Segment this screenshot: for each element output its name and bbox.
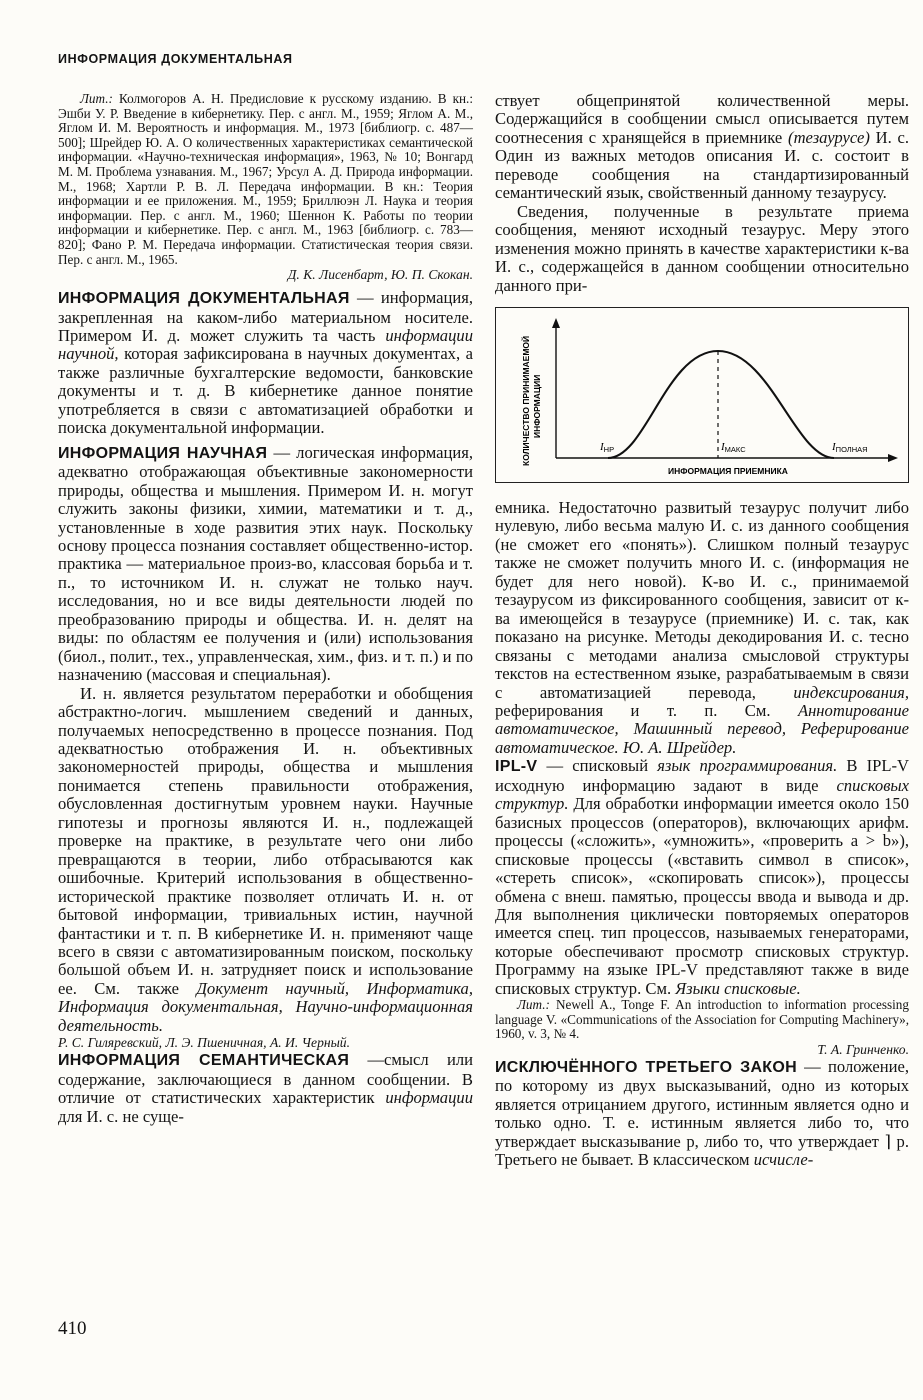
figure-xlabel: ИНФОРМАЦИЯ ПРИЕМНИКА <box>668 465 788 476</box>
references-newell: Лит.: Newell A., Tonge F. An introduction to information processing language V. «Communications of the Association for Computing Machinery», 1960, v. 3, № 4. <box>495 997 909 1042</box>
signature: Р. С. Гиляревский, Л. Э. Пшеничная, А. И. Черный. <box>58 1035 351 1051</box>
semantic-p2: Сведения, полученные в результате приема сообщения, меняют исходный тезаурус. Меру этого изменения можно принять в качестве характеристики к-ва И. с., содержащейся в данном сообщении относительно данного при- <box>495 201 909 295</box>
figure-label-inr: IНР <box>600 440 615 454</box>
semantic-p3: емника. Недостаточно развитый тезаурус получит либо нулевую, либо весьма малую И. с. из данного сообщения (не сможет его «понять»). Слишком полный тезаурус также не сможет получить много И. с. (информация не будет для него новой). К-во И. с., принимаемой тезаурусом из фиксированного сообщения, зависит от к-ва имеющейся в тезаурусе (приемнике) И. с. так, как показано на рисунке. Методы декодирования И. с. тесно связаны с методами анализа смысловой структуры текстов на естественном языке, разрабатываемым в связи с автоматизацией перевода, индексирования, реферирования и т. п. См. Аннотирование автоматическое, Машинный перевод, Реферирование автоматическое. Ю. А. Шрейдер. <box>495 497 909 757</box>
left-column <box>58 92 473 1126</box>
page-number: 410 <box>58 1318 87 1339</box>
article-title: ИНФОРМАЦИЯ ДОКУМЕНТАЛЬНАЯ <box>58 290 350 308</box>
figure-label-imax: IМАКС <box>721 440 746 454</box>
article-title: IPL-V <box>495 758 538 776</box>
figure-svg <box>496 308 910 484</box>
article-title: ИНФОРМАЦИЯ НАУЧНАЯ <box>58 444 268 462</box>
right-column <box>495 92 909 1170</box>
figure-label-ifull: IПОЛНАЯ <box>832 440 868 454</box>
article-title: ИСКЛЮЧЁННОГО ТРЕТЬЕГО ЗАКОН <box>495 1059 797 1076</box>
semantic-continued: ствует общепринятой количественной меры. Содержащийся в сообщении смысл описывается путем соотнесения с хранящейся в приемнике (тезаурусе) И. с. Один из важных методов описания И. с. состоит в переводе сообщения на стандартизированный семантический язык, свойственный данному тезаурусу. <box>495 91 910 203</box>
article-title: ИНФОРМАЦИЯ СЕМАНТИЧЕСКАЯ <box>58 1052 350 1070</box>
signature: Т. А. Гринченко. <box>817 1042 909 1057</box>
figure-y-arrow <box>552 318 560 328</box>
article-ipl: IPL-V — списковый язык программирования. В IPL-V исходную информацию задают в виде списковых структур. Для обработки информации имеется около 150 базисных процессов (операторов), включающих арифм. процессы («сложить», «умножить», «проверить a > b»), списковые процессы («вставить символ в список», «стереть список», «скопировать список»), процессы обмена с внеш. памятью, процессы ввода и вывода и др. Для выполнения циклически повторяемых операторов имеется спец. тип процессов, называемых генераторами, которые обеспечивают просмотр списковых структур. Программу на языке IPL-V представляют также в виде списковых структур. См. Языки списковые. <box>495 756 909 998</box>
figure-ylabel-1: КОЛИЧЕСТВО ПРИНИМАЕМОЙ <box>521 335 531 466</box>
article-excluded-middle: ИСКЛЮЧЁННОГО ТРЕТЬЕГО ЗАКОН — положение, по которому из двух высказываний, одно из которых является отрицанием другого, истинным является одно и только одно. Т. е. истинным является либо то, что утверждает высказывание p, либо то, что утверждает ⌉ p. Третьего не бывает. В классическом исчисле- <box>495 1057 909 1170</box>
article-scientific: ИНФОРМАЦИЯ НАУЧНАЯ — логическая информация, адекватно отображающая объективные закономерности природы, общества и мышления. Примером И. н. могут служить законы физики, химии, математики и т. д., установленные в ходе развития этих наук. Поскольку основу процесса познания составляет общественно-истор. практика — материальное произ-во, классовая борьба и т. п., то источником И. н. служат не только науч. исследования, но и все виды деятельности людей по преобразованию природы и общества. И. н. делят на виды: по областям ее получения и (или) использования (биол., полит., тех., управленческая, хим., физ. и т. п.) и по назначению (массовая и специальная). <box>58 442 474 685</box>
signature: Ю. А. Шрейдер. <box>622 737 737 757</box>
article-scientific-p2: И. н. является результатом переработки и обобщения абстрактно-логич. мышлением сведений и данных, получаемых непосредственно в процессе познания. Под адекватностью отображения И. н. объективных закономерностей природы, общества и мышления понимается степень правильности отображения, обусловленная достигнутым уровнем науки. Научные гипотезы и прогнозы являются И. н., подлежащей проверке на практике, в результате чего они либо превращаются в теории, либо отбрасываются как ошибочные. Критерий использования в общественно-исторической практике позволяет отличать И. н. от бытовой информации, тривиальных истин, научной фантастики и т. п. В кибернетике И. н. применяют чаще всего в связи с автоматизированным поиском, поскольку большой объем И. н. затрудняет поиск и использование ее. См. также Документ научный, Информатика, Информация документальная, Научно-информационная деятельность. <box>58 683 473 1035</box>
article-documentary: ИНФОРМАЦИЯ ДОКУМЕНТАЛЬНАЯ — информация, закрепленная на каком-либо материальном носителе. Примером И. д. может служить та часть информации научной, которая зафиксирована в научных документах, а также различные бухгалтерские ведомости, банковские документы и т. д. В кибернетике данное понятие употребляется в связи с автоматизацией обработки и поиска документальной информации. <box>58 288 473 438</box>
figure-ylabel-2: ИНФОРМАЦИИ <box>532 374 542 438</box>
references-kolmogorov: Лит.: Колмогоров А. Н. Предисловие к русскому изданию. В кн.: Эшби У. Р. Введение в кибернетику. Пер. с англ. М., 1959; Яглом А. М., Яглом И. М. Вероятность и информация. М., 1973 [библиогр. с. 487—500]; Шрейдер Ю. А. О количественных характеристиках семантической информации. «Научно-техническая информация», 1963, № 10; Вонгард М. М. Проблема узнавания. М., 1967; Урсул А. Д. Природа информации. М., 1968; Хартли Р. В. Л. Передача информации. В кн.: Теория информации и ее приложения. М., 1959; Бриллюэн Л. Наука и теория информации. Пер. с англ. М., 1960; Шеннон К. Работы по теории информации и кибернетике. Пер. с англ. М., 1963 [библиогр. с. 783—820]; Фано Р. М. Передача информации. Статистическая теория связи. Пер. с англ. М., 1965. <box>58 91 474 267</box>
running-head: ИНФОРМАЦИЯ ДОКУМЕНТАЛЬНАЯ <box>58 52 293 66</box>
signature: Д. К. Лисенбарт, Ю. П. Скокан. <box>287 267 473 283</box>
figure-x-arrow <box>888 454 898 462</box>
article-semantic: ИНФОРМАЦИЯ СЕМАНТИЧЕСКАЯ —смысл или содержание, заключающиеся в данном сообщении. В отличие от статистических характеристик информации для И. с. не суще- <box>58 1050 474 1126</box>
thesaurus-figure <box>495 307 909 483</box>
